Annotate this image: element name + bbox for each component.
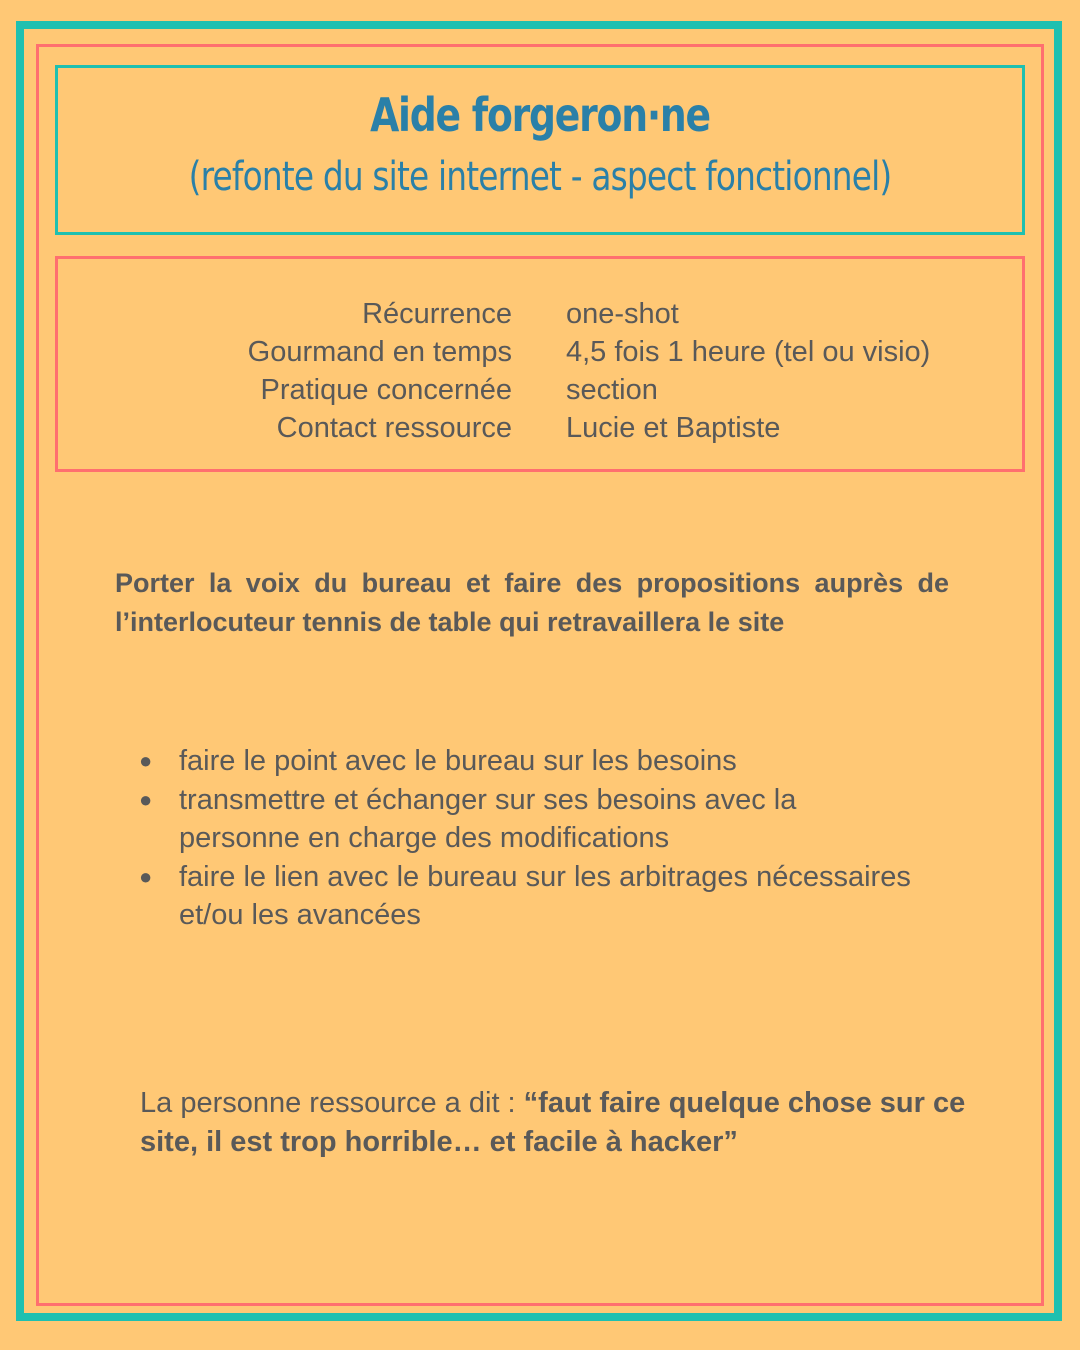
- list-item-text: transmettre et échanger sur ses besoins avec la personne en charge des modifications: [179, 783, 797, 854]
- info-value: 4,5 fois 1 heure (tel ou visio): [566, 336, 931, 368]
- info-row-practice: [58, 371, 1022, 409]
- info-label: Contact ressource: [276, 412, 512, 444]
- quote-intro: La personne ressource a dit :: [140, 1087, 524, 1119]
- bullet-icon: ●: [139, 863, 153, 889]
- title-box: [55, 65, 1025, 235]
- page-title: Aide forgeron·ne: [370, 88, 710, 142]
- info-row-contact: [58, 409, 1022, 447]
- info-value: Lucie et Baptiste: [566, 412, 781, 444]
- quote-text: “faut faire quelque chose sur ce site, il est trop horrible… et facile à hacker”: [140, 1087, 966, 1158]
- info-label: Gourmand en temps: [247, 336, 512, 368]
- list-item-text: faire le point avec le bureau sur les besoins: [179, 745, 737, 777]
- info-value: one-shot: [566, 298, 679, 330]
- list-item: [137, 781, 917, 858]
- info-label: Pratique concernée: [260, 374, 512, 406]
- list-item-text: faire le lien avec le bureau sur les arbitrages nécessaires et/ou les avancées: [179, 860, 911, 931]
- info-value: section: [566, 374, 658, 406]
- list-item: [137, 742, 917, 781]
- info-row-recurrence: [58, 295, 1022, 333]
- bullet-icon: ●: [139, 786, 153, 812]
- info-box: [55, 256, 1025, 472]
- task-list: [137, 742, 917, 935]
- info-row-time: [58, 333, 1022, 371]
- lead-paragraph: Porter la voix du bureau et faire des propositions auprès de l’interlocuteur tennis de table qui retravaillera le site: [115, 568, 949, 637]
- bullet-icon: ●: [139, 748, 153, 773]
- quote-paragraph: [140, 1084, 970, 1161]
- list-item: [137, 858, 917, 935]
- page-subtitle: (refonte du site internet - aspect fonctionnel): [188, 154, 892, 200]
- info-label: Récurrence: [362, 298, 512, 330]
